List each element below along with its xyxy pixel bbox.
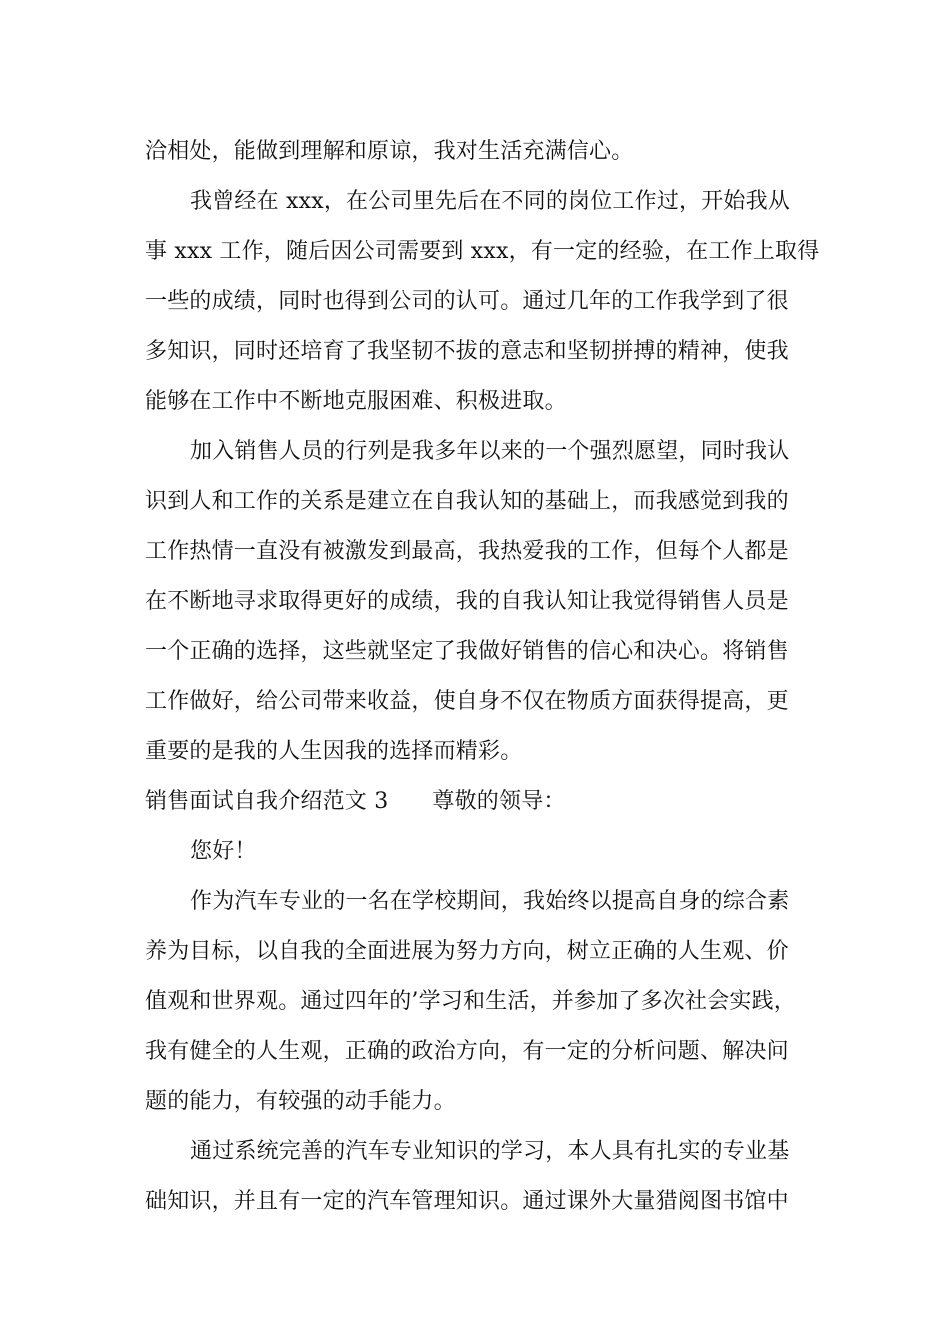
paragraph-line: 多知识，同时还培育了我坚韧不拔的意志和坚韧拼搏的精神，使我 [145,339,789,364]
paragraph-line: 识到人和工作的关系是建立在自我认知的基础上，而我感觉到我的 [145,489,789,514]
paragraph-line: 工作做好，给公司带来收益，使自身不仅在物质方面获得提高，更 [145,689,789,714]
paragraph-line: 事 xxx 工作，随后因公司需要到 xxx，有一定的经验，在工作上取得 [145,239,820,264]
paragraph-line: 能够在工作中不断地克服困难、积极进取。 [145,389,567,414]
paragraph-line: 础知识，并且有一定的汽车管理知识。通过课外大量猎阅图书馆中 [145,1189,789,1214]
paragraph-line: 加入销售人员的行列是我多年以来的一个强烈愿望，同时我认 [190,439,790,464]
paragraph-line: 作为汽车专业的一名在学校期间，我始终以提高自身的综合素 [190,889,790,914]
paragraph-line: 在不断地寻求取得更好的成绩，我的自我认知让我觉得销售人员是 [145,589,789,614]
paragraph-line: 养为目标，以自我的全面进展为努力方向，树立正确的人生观、价 [145,939,789,964]
paragraph-line: 我有健全的人生观，正确的政治方向，有一定的分析问题、解决问 [145,1039,789,1064]
greeting-line: 您好！ [190,839,257,864]
paragraph-line: 一些的成绩，同时也得到公司的认可。通过几年的工作我学到了很 [145,289,789,314]
section-heading-line [145,787,810,817]
paragraph-line: 通过系统完善的汽车专业知识的学习，本人具有扎实的专业基 [190,1139,790,1164]
paragraph-line: 洽相处，能做到理解和原谅，我对生活充满信心。 [145,139,634,164]
paragraph-line: 值观和世界观。通过四年的’学习和生活，并参加了多次社会实践， [145,989,796,1014]
paragraph-line: 工作热情一直没有被激发到最高，我热爱我的工作，但每个人都是 [145,539,789,564]
section-title: 销售面试自我介绍范文 3 [145,789,389,814]
paragraph-line: 一个正确的选择，这些就坚定了我做好销售的信心和决心。将销售 [145,639,789,664]
paragraph-line: 重要的是我的人生因我的选择而精彩。 [145,739,523,764]
salutation: 尊敬的领导： [432,789,566,814]
paragraph-line: 我曾经在 xxx，在公司里先后在不同的岗位工作过，开始我从 [190,189,791,214]
paragraph-line: 题的能力，有较强的动手能力。 [145,1089,456,1114]
